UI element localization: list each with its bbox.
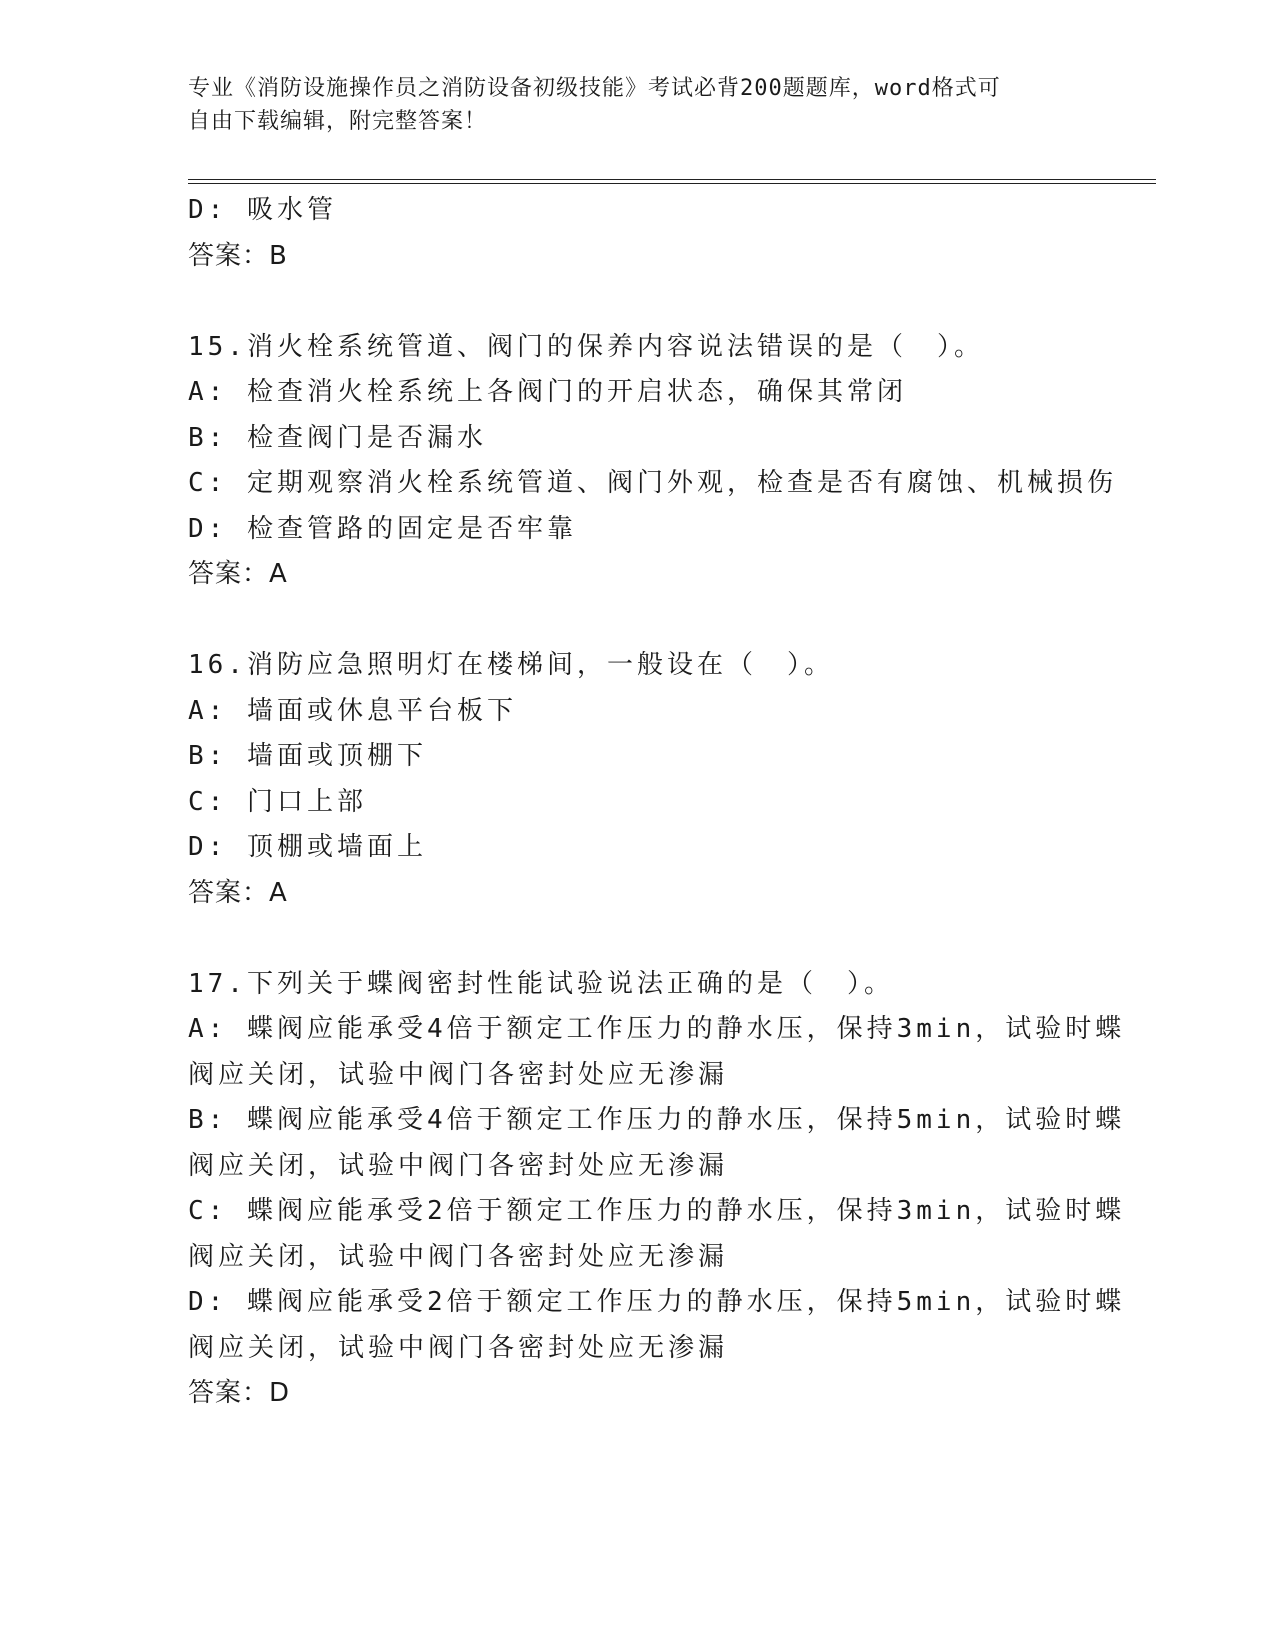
option-d: D: 吸水管 — [188, 195, 337, 225]
option-a: A: 墙面或休息平台板下 — [188, 695, 517, 726]
question-list — [188, 188, 1126, 1417]
answer-line: 答案：A — [188, 559, 288, 589]
option-b-continued: 阀应关闭，试验中阀门各密封处应无渗漏 — [188, 1150, 729, 1181]
option-c: C: 蝶阀应能承受2倍于额定工作压力的静水压，保持3min，试验时蝶 — [188, 1196, 1126, 1226]
question-stem: 15.消火栓系统管道、阀门的保养内容说法错误的是（ ）。 — [188, 331, 984, 362]
header-title-line-2: 自由下载编辑，附完整答案！ — [188, 109, 488, 134]
spacer — [188, 916, 1088, 962]
question-16 — [188, 643, 1088, 916]
option-a: A: 检查消火栓系统上各阀门的开启状态，确保其常闭 — [188, 377, 907, 407]
spacer — [188, 598, 1088, 644]
option-d-continued: 阀应关闭，试验中阀门各密封处应无渗漏 — [188, 1332, 729, 1363]
option-b: B: 墙面或顶棚下 — [188, 741, 427, 771]
spacer — [188, 279, 1088, 325]
option-a: A: 蝶阀应能承受4倍于额定工作压力的静水压，保持3min，试验时蝶 — [188, 1014, 1126, 1044]
option-c: C: 定期观察消火栓系统管道、阀门外观，检查是否有腐蚀、机械损伤 — [188, 468, 1117, 498]
answer-line: 答案：B — [188, 240, 288, 271]
question-17 — [188, 962, 1126, 1417]
option-c: C: 门口上部 — [188, 786, 367, 817]
option-d: D: 检查管路的固定是否牢靠 — [188, 513, 577, 544]
option-b: B: 检查阀门是否漏水 — [188, 422, 487, 453]
header-title-line-1: 专业《消防设施操作员之消防设备初级技能》考试必背200题题库，word格式可 — [188, 76, 1001, 101]
question-stem: 17.下列关于蝶阀密封性能试验说法正确的是（ ）。 — [188, 968, 894, 999]
header-divider-top — [188, 179, 1156, 180]
answer-line: 答案：D — [188, 1378, 291, 1408]
option-d: D: 蝶阀应能承受2倍于额定工作压力的静水压，保持5min，试验时蝶 — [188, 1287, 1126, 1317]
question-stem: 16.消防应急照明灯在楼梯间，一般设在（ ）。 — [188, 650, 834, 680]
question-15 — [188, 325, 1117, 598]
option-c-continued: 阀应关闭，试验中阀门各密封处应无渗漏 — [188, 1241, 729, 1272]
document-header — [188, 72, 1088, 138]
previous-question-tail — [188, 188, 1088, 279]
option-d: D: 顶棚或墙面上 — [188, 832, 427, 862]
answer-line: 答案：A — [188, 877, 288, 908]
option-b: B: 蝶阀应能承受4倍于额定工作压力的静水压，保持5min，试验时蝶 — [188, 1105, 1126, 1135]
header-divider-bottom — [188, 183, 1156, 184]
option-a-continued: 阀应关闭，试验中阀门各密封处应无渗漏 — [188, 1059, 729, 1090]
